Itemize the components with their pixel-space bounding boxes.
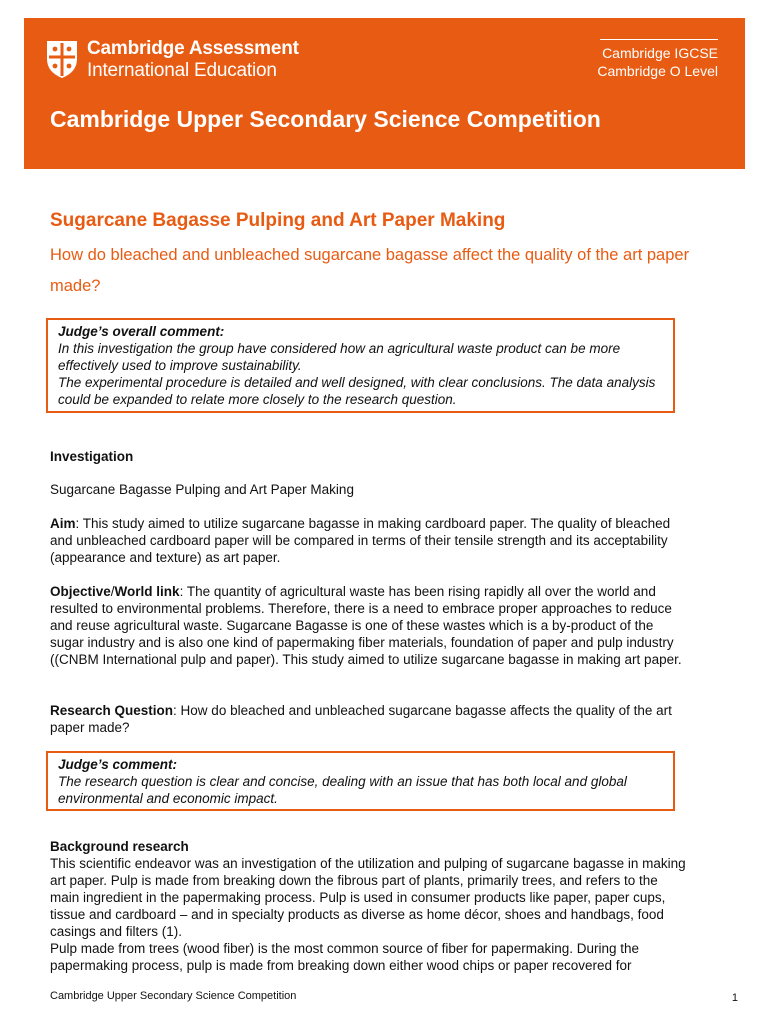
research-question-label: Research Question xyxy=(50,703,174,718)
document-subtitle: How do bleached and unbleached sugarcane bagasse affect the quality of the art paper made? xyxy=(50,246,690,295)
world-link-label: World link xyxy=(114,584,180,599)
judge-overall-comment-line2: The experimental procedure is detailed and well designed, with clear conclusions. The data analysis could be expanded to relate more closely to the research question. xyxy=(58,375,656,407)
objective-paragraph: Objective/World link: The quantity of agricultural waste has been rising rapidly all over the world and resulted to environmental problems. Therefore, there is a need to embrace proper approaches to reduce and reuse agricultural waste. Sugarcane Bagasse is one of these wastes which is a by-product of the sugar industry and is also one kind of papermaking fiber materials, foundation of paper and pulp industry ((CNBM International pulp and paper). This study aimed to utilize sugarcane bagasse in making art paper. xyxy=(50,584,682,667)
page-number: 1 xyxy=(731,992,738,1004)
background-paragraph-1: This scientific endeavor was an investigation of the utilization and pulping of sugarcane bagasse in making art paper. Pulp is made from breaking down the fibrous part of plants, primarily trees, and refers to the main ingredient in the papermaking process. Pulp is used in consumer products like paper, paper cups, tissue and cardboard – and in specialty products as diverse as home décor, shoes and handbags, food casings and filters (1). xyxy=(50,856,686,939)
investigation-heading: Investigation xyxy=(50,449,134,464)
org-logo xyxy=(45,37,305,83)
judge-comment-text: The research question is clear and concise, dealing with an issue that has both local and global environmental and economic impact. xyxy=(58,774,627,806)
research-question-text: : How do bleached and unbleached sugarcane bagasse affects the quality of the art paper made? xyxy=(50,703,672,735)
header-banner xyxy=(24,18,745,169)
judge-comment-box xyxy=(46,751,675,811)
qualifications xyxy=(597,39,718,80)
org-name-line1: Cambridge Assessment xyxy=(87,38,299,59)
document-title: Sugarcane Bagasse Pulping and Art Paper Making xyxy=(50,210,506,231)
judge-comment-heading: Judge’s comment: xyxy=(58,757,178,772)
background-research-section xyxy=(50,838,690,974)
objective-text: : The quantity of agricultural waste has been rising rapidly all over the world and resulted to environmental problems. Therefore, there is a need to embrace proper approaches to reduce and reuse agricultural waste. Sugarcane Bagasse is one of these wastes which is a by-product of the sugar industry and is also one kind of papermaking fiber materials, foundation of paper and pulp industry ((CNBM International pulp and paper). This study aimed to utilize sugarcane bagasse in making art paper. xyxy=(50,584,682,667)
research-question-paragraph xyxy=(50,702,690,736)
shield-icon xyxy=(45,39,79,79)
background-paragraph-2: Pulp made from trees (wood fiber) is the most common source of fiber for papermaking. During the papermaking process, pulp is made from breaking down either wood chips or paper recovered for xyxy=(50,941,640,973)
qualification-igcse: Cambridge IGCSE xyxy=(602,45,718,61)
aim-label: Aim xyxy=(50,516,76,531)
footer-title: Cambridge Upper Secondary Science Competition xyxy=(50,990,297,1002)
background-research-heading: Background research xyxy=(50,839,189,854)
investigation-title: Sugarcane Bagasse Pulping and Art Paper Making xyxy=(50,482,354,497)
judge-overall-comment-box xyxy=(46,318,675,413)
org-name-line2: International Education xyxy=(87,60,277,81)
competition-title: Cambridge Upper Secondary Science Competition xyxy=(50,106,601,132)
aim-text: : This study aimed to utilize sugarcane bagasse in making cardboard paper. The quality of bleached and unbleached cardboard paper will be compared in terms of their tensile strength and its acceptability (appearance and texture) as art paper. xyxy=(50,516,671,565)
judge-overall-comment-line1: In this investigation the group have considered how an agricultural waste product can be more effectively used to improve sustainability. xyxy=(58,341,621,373)
judge-overall-comment-heading: Judge’s overall comment: xyxy=(58,324,225,339)
aim-paragraph xyxy=(50,515,690,566)
qualifications-rule xyxy=(600,39,718,40)
qualification-olevel: Cambridge O Level xyxy=(597,63,718,79)
objective-label: Objective xyxy=(50,584,111,599)
